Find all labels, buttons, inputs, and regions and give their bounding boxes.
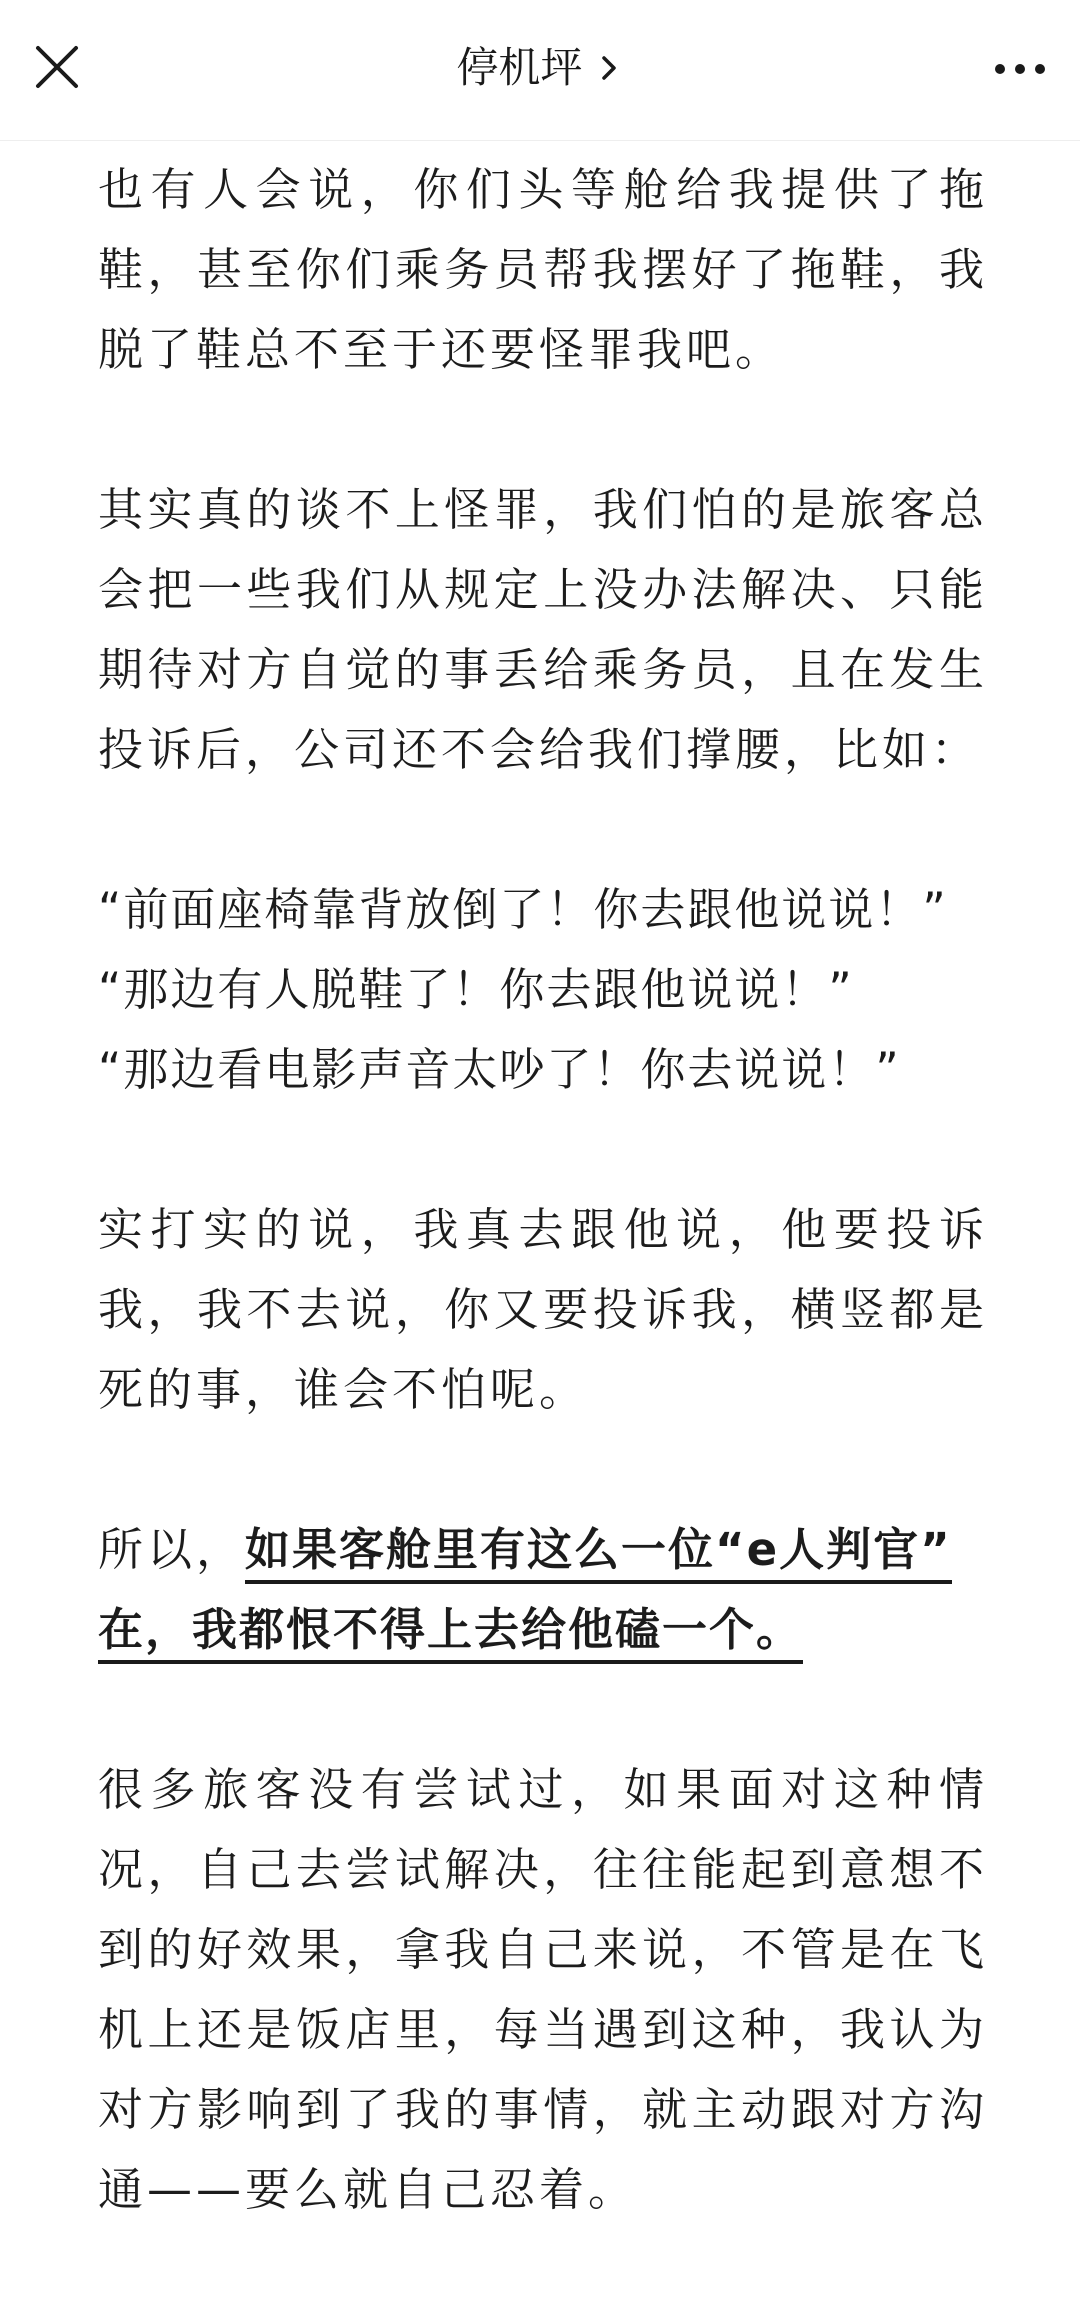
chevron-right-icon	[596, 38, 624, 98]
top-bar	[0, 0, 1080, 141]
account-title-link[interactable]	[0, 38, 1080, 98]
emphasis-text-line-1: 如果客舱里有这么一位“e人判官”	[245, 1523, 952, 1584]
paragraph-1: 也有人会说，你们头等舱给我提供了拖鞋，甚至你们乘务员帮我摆好了拖鞋，我脱了鞋总不至于还要怪罪我吧。	[98, 163, 988, 376]
paragraph-5	[98, 1510, 988, 1670]
more-dots-icon[interactable]	[990, 44, 1050, 94]
quote-line: “前面座椅靠背放倒了！你去跟他说说！”	[98, 883, 948, 936]
page-title: 停机坪	[456, 43, 583, 92]
quote-line: “那边看电影声音太吵了！你去说说！”	[98, 1043, 901, 1096]
quote-line: “那边有人脱鞋了！你去跟他说说！”	[98, 963, 854, 1016]
paragraph-4: 实打实的说，我真去跟他说，他要投诉我，我不去说，你又要投诉我，横竖都是死的事，谁会不怕呢。	[98, 1203, 988, 1416]
quotes-paragraph	[98, 870, 988, 1110]
article-body	[98, 150, 988, 2310]
emphasis-text-line-2: 在，我都恨不得上去给他磕一个。	[98, 1603, 803, 1664]
paragraph-5-prefix: 所以，	[98, 1523, 246, 1576]
paragraph-2: 其实真的谈不上怪罪，我们怕的是旅客总会把一些我们从规定上没办法解决、只能期待对方自觉的事丢给乘务员，且在发生投诉后，公司还不会给我们撑腰，比如：	[98, 483, 988, 776]
paragraph-6: 很多旅客没有尝试过，如果面对这种情况，自己去尝试解决，往往能起到意想不到的好效果，拿我自己来说，不管是在飞机上还是饭店里，每当遇到这种，我认为对方影响到了我的事情，就主动跟对方沟通——要么就自己忍着。	[98, 1763, 988, 2216]
